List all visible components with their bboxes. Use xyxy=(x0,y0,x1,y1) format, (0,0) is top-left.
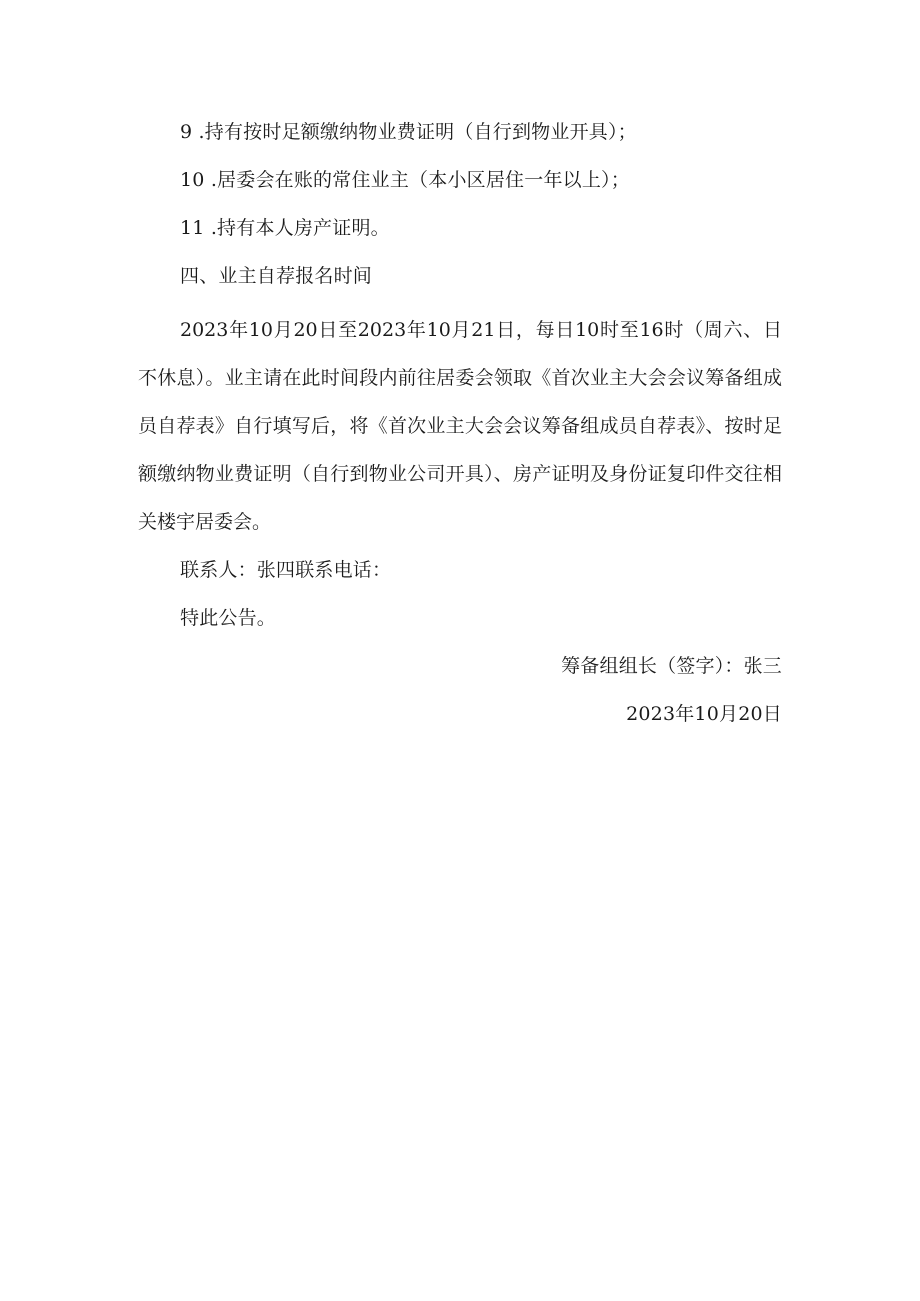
section-heading: 四、业主自荐报名时间 xyxy=(180,265,373,287)
requirement-item-9: 9 .持有按时足额缴纳物业费证明（自行到物业开具）； xyxy=(180,121,637,143)
closing-line: 特此公告。 xyxy=(180,607,277,629)
document-body xyxy=(138,114,782,744)
requirement-item-11: 11 .持有本人房产证明。 xyxy=(180,217,390,239)
date-line: 2023年10月20日 xyxy=(626,703,782,725)
contact-line: 联系人：张四联系电话： xyxy=(180,559,392,581)
signature-line: 筹备组组长（签字）：张三 xyxy=(561,655,782,677)
requirement-item-10: 10 .居委会在账的常住业主（本小区居住一年以上）； xyxy=(180,169,630,191)
schedule-paragraph: 2023年10月20日至2023年10月21日，每日10时至16时（周六、日不休息）。业主请在此时间段内前往居委会领取《首次业主大会会议筹备组成员自荐表》自行填写后，将《首次业主大会会议筹备组成员自荐表》、按时足额缴纳物业费证明（自行到物业公司开具）、房产证明及身份证复印件交往相关楼宇居委会。 xyxy=(138,319,782,533)
